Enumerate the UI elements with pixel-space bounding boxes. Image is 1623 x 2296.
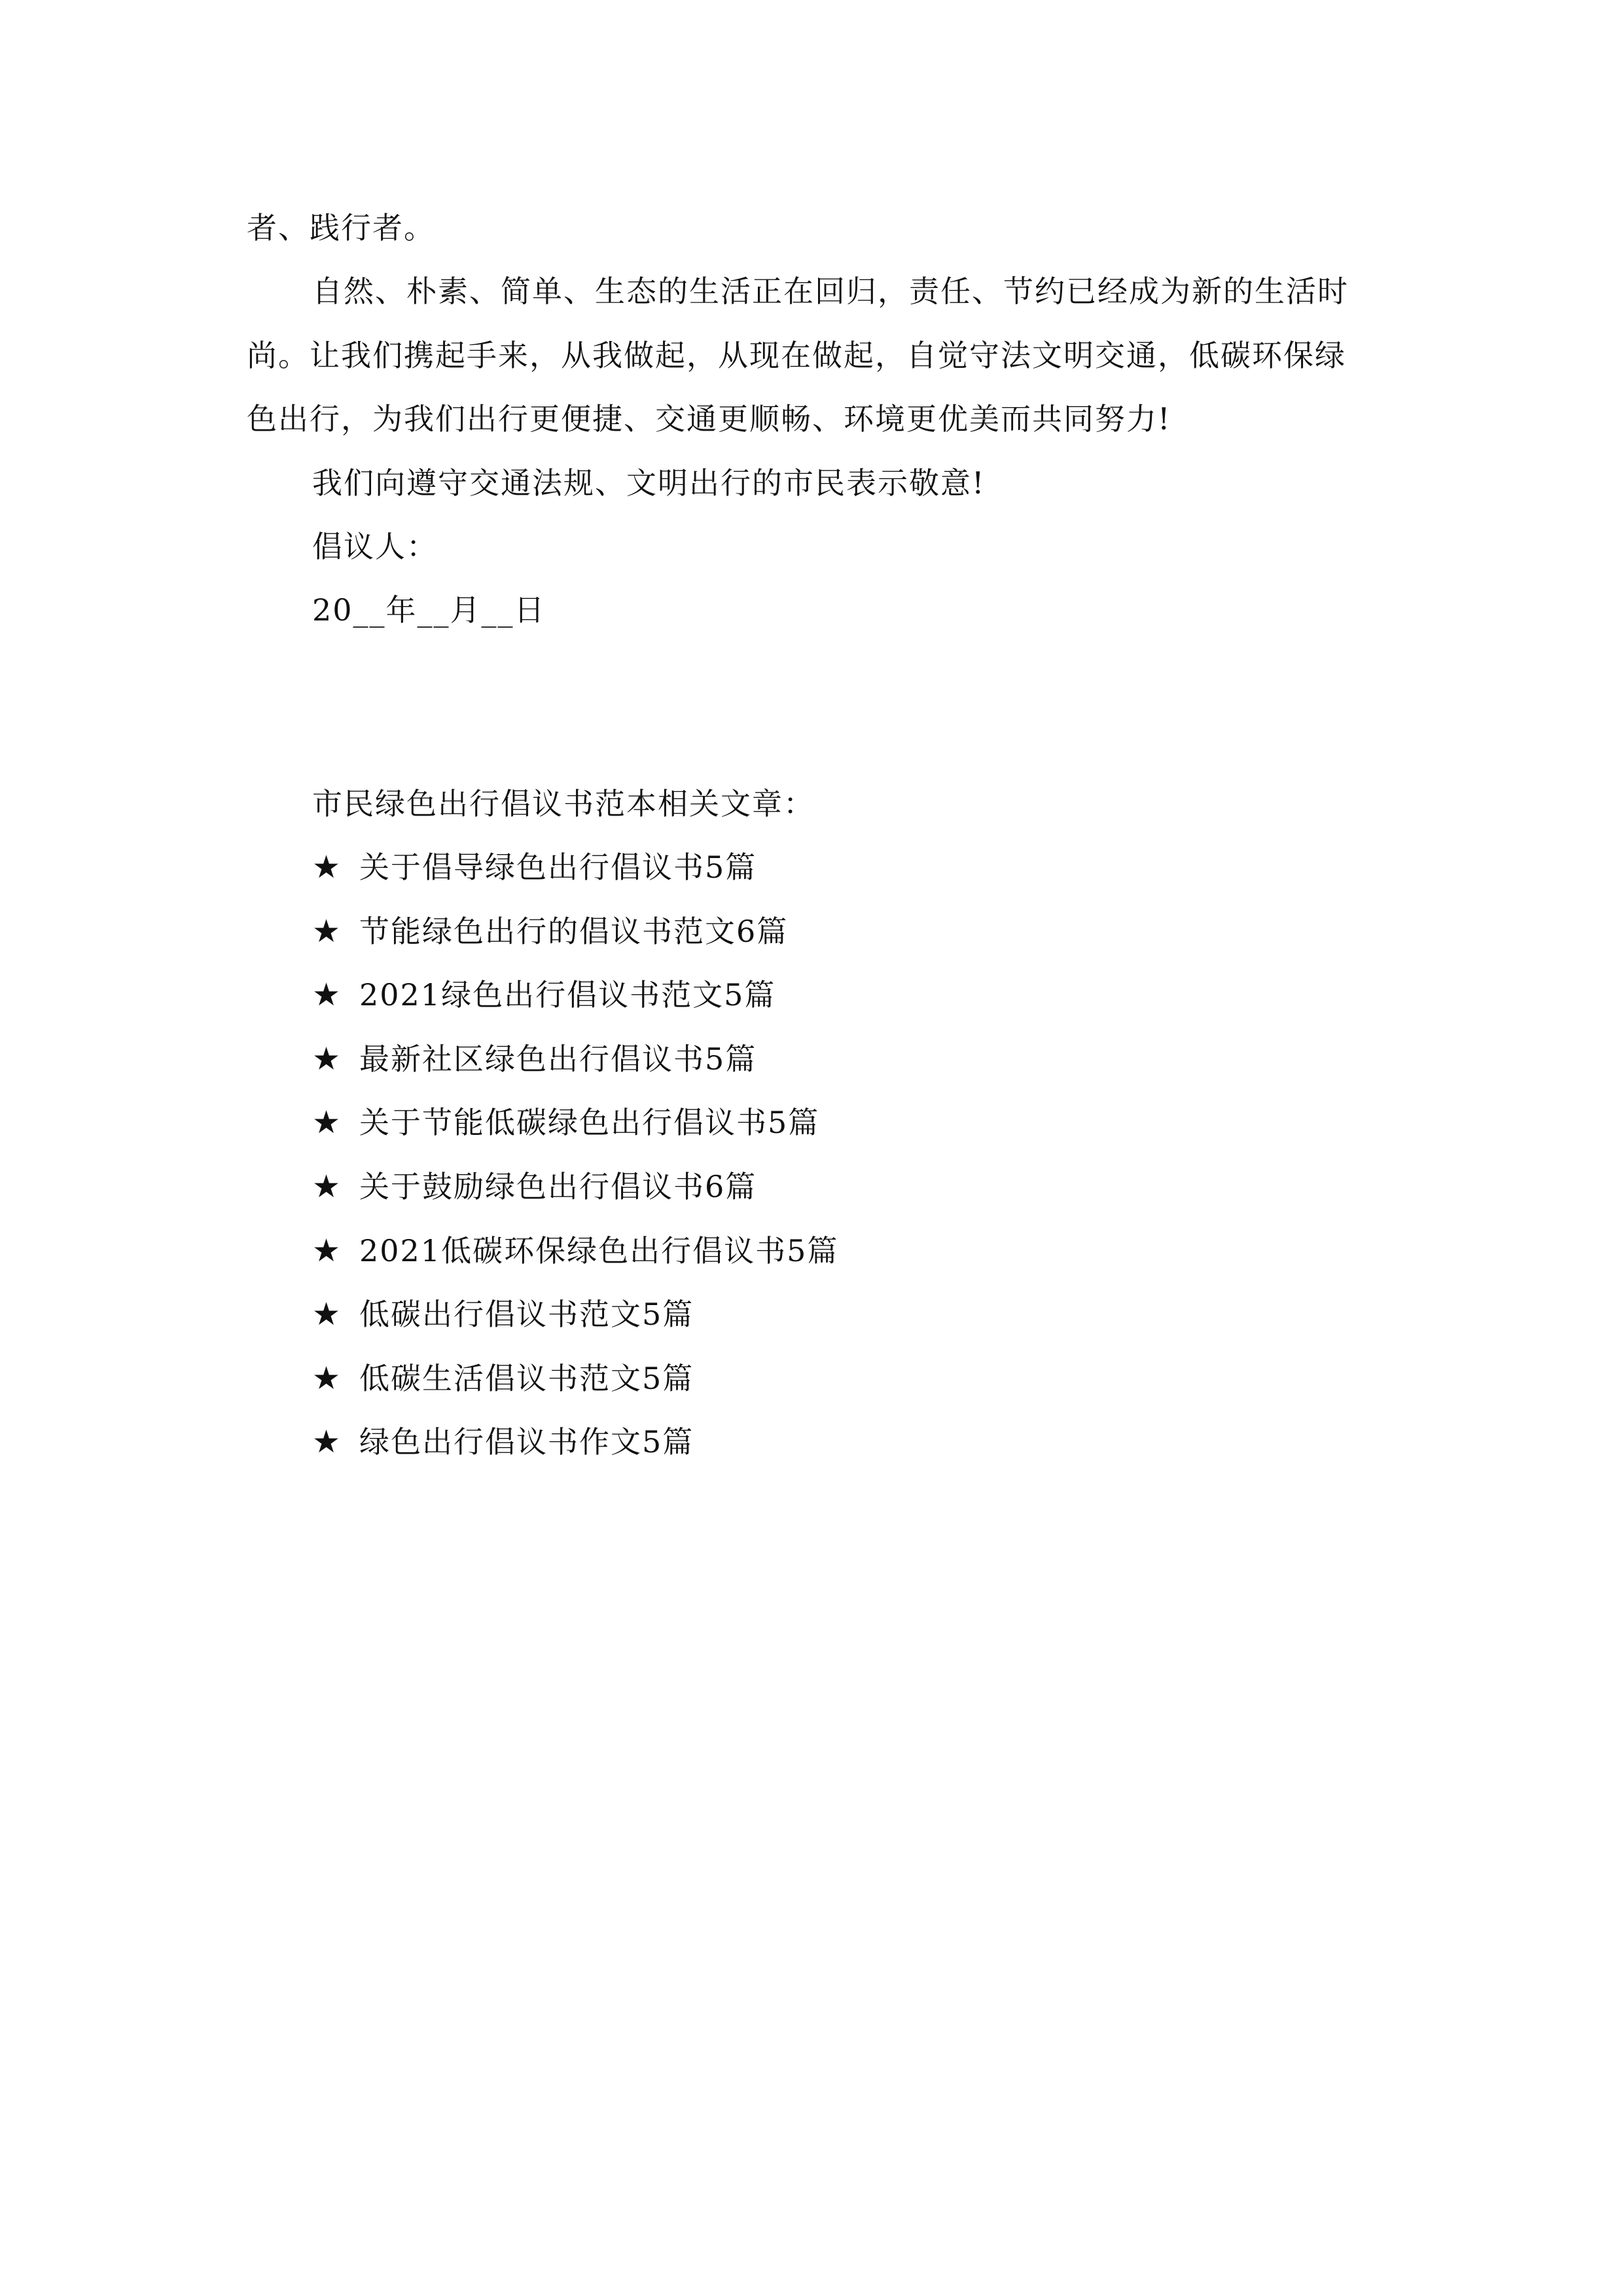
star-icon: ★ xyxy=(312,1040,342,1077)
related-article-title: 2021绿色出行倡议书范文5篇 xyxy=(359,977,776,1013)
related-article-title: 关于鼓励绿色出行倡议书6篇 xyxy=(359,1168,757,1204)
related-article-title: 关于节能低碳绿色出行倡议书5篇 xyxy=(359,1105,820,1141)
star-icon: ★ xyxy=(312,1424,342,1461)
star-icon: ★ xyxy=(312,1232,342,1269)
star-icon: ★ xyxy=(312,912,342,950)
related-article-item[interactable] xyxy=(312,1167,838,1231)
related-article-title: 节能绿色出行的倡议书范文6篇 xyxy=(359,913,789,949)
related-article-item[interactable] xyxy=(312,1103,838,1167)
paragraph-line: 色出行，为我们出行更便捷、交通更顺畅、环境更优美而共同努力! xyxy=(247,401,1171,437)
related-articles-heading: 市民绿色出行倡议书范本相关文章： xyxy=(312,786,815,821)
related-article-item[interactable] xyxy=(312,1231,838,1295)
related-article-item[interactable] xyxy=(312,1039,838,1103)
related-article-item[interactable] xyxy=(312,975,838,1039)
related-article-title: 低碳出行倡议书范文5篇 xyxy=(359,1297,694,1333)
paragraph-line: 尚。让我们携起手来，从我做起，从现在做起，自觉守法文明交通，低碳环保绿 xyxy=(247,338,1346,373)
paragraph-line: 自然、朴素、简单、生态的生活正在回归，责任、节约已经成为新的生活时 xyxy=(312,274,1349,309)
star-icon: ★ xyxy=(312,977,342,1014)
related-article-item[interactable] xyxy=(312,912,838,976)
related-article-title: 关于倡导绿色出行倡议书5篇 xyxy=(359,850,757,885)
star-icon: ★ xyxy=(312,1359,342,1397)
related-article-item[interactable] xyxy=(312,1295,838,1359)
star-icon: ★ xyxy=(312,1296,342,1333)
related-article-item[interactable] xyxy=(312,848,838,912)
date-line: 20__年__月__日 xyxy=(312,592,546,628)
related-article-title: 绿色出行倡议书作文5篇 xyxy=(359,1424,694,1460)
related-articles-list xyxy=(312,848,838,1486)
star-icon: ★ xyxy=(312,1104,342,1141)
related-article-item[interactable] xyxy=(312,1359,838,1423)
star-icon: ★ xyxy=(312,849,342,886)
star-icon: ★ xyxy=(312,1168,342,1205)
related-article-title: 最新社区绿色出行倡议书5篇 xyxy=(359,1041,757,1077)
related-article-item[interactable] xyxy=(312,1422,838,1486)
signature-label: 倡议人： xyxy=(312,529,438,564)
related-article-title: 2021低碳环保绿色出行倡议书5篇 xyxy=(359,1232,839,1268)
paragraph-line: 者、践行者。 xyxy=(247,210,435,245)
related-article-title: 低碳生活倡议书范文5篇 xyxy=(359,1360,694,1396)
paragraph-line: 我们向遵守交通法规、文明出行的市民表示敬意! xyxy=(312,465,986,501)
